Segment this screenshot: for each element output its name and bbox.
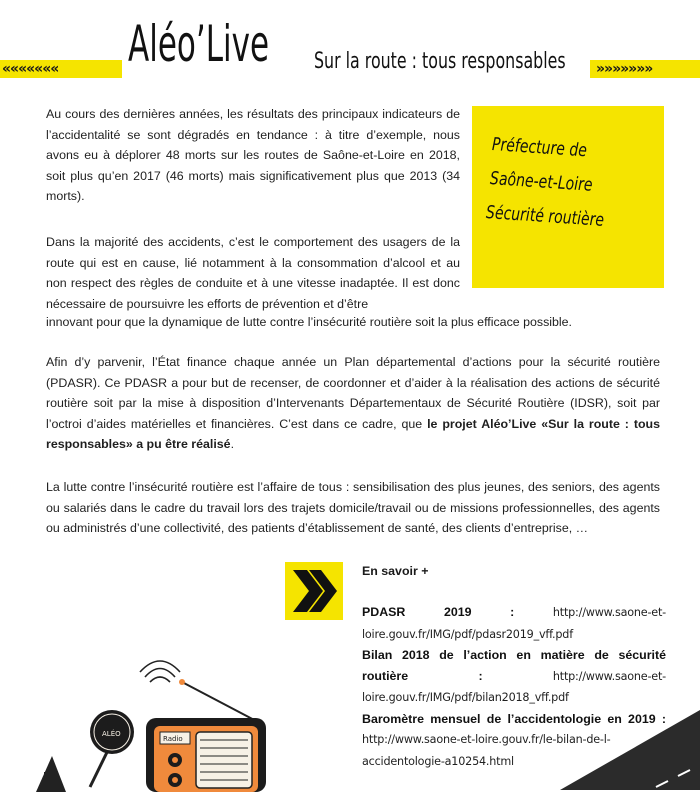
radio-illustration	[0, 632, 300, 792]
more-arrow-box	[285, 562, 343, 620]
paragraph-pdasr-text: Afin d’y parvenir, l’État finance chaque année un Plan départemental d’actions pour la sécurité routière (PDASR). Ce PDASR a pour but de recenser, de coordonner et d’aider à la réalisation des actions de sécurité routière soit par la mise à disposition d’Intervenants Départementaux de Sécurité Routière (IDSR), soit par l’octroi d’aides matérielles et financières. C’est dans ce cadre, que	[46, 355, 660, 431]
link-barometre-url[interactable]: http://www.saone-et-loire.gouv.fr/le-bilan-de-l-accidentologie-a10254.html	[362, 733, 611, 768]
brand-logo: Aléo’Live	[128, 15, 270, 73]
link-barometre-label: Baromètre mensuel de l’accidentologie en 2019 :	[362, 711, 666, 726]
paragraph-pdasr-end: .	[230, 437, 235, 451]
link-bilan-label: Bilan 2018 de l’action en matière de sécurité routière :	[362, 648, 666, 683]
link-pdasr-url[interactable]: http://www.saone-et-loire.gouv.fr/IMG/pdf/pdasr2019_vff.pdf	[362, 606, 666, 641]
chevron-band-left: «««««««	[0, 60, 122, 78]
link-pdasr[interactable]	[362, 602, 666, 645]
paragraph-everyone: La lutte contre l’insécurité routière est l’affaire de tous : sensibilisation des plus jeunes, des seniors, des agents ou salariés dans le cadre du travail lors des trajets domicile/travail ou de missions professionnelles, des agents ou administrés d’une collectivité, des patients d’établissement de santé, des clients d’entreprise, …	[46, 480, 660, 535]
header	[0, 0, 700, 100]
paragraph-behaviour-continued: innovant pour que la dynamique de lutte contre l’insécurité routière soit la plus efficace possible.	[46, 315, 572, 329]
prefecture-line-2: Saône-et-Loire	[489, 168, 593, 196]
more-title: En savoir +	[362, 564, 429, 578]
tagline: Sur la route : tous responsables	[314, 49, 566, 74]
prefecture-line-1: Préfecture de	[491, 134, 588, 162]
paragraph-behaviour: Dans la majorité des accidents, c’est le comportement des usagers de la route qui est en cause, lié notamment à la consommation d’alcool et au non respect des règles de conduite et à une vitesse inadaptée. Il est donc nécessaire de poursuivre les efforts de prévention et d’être	[46, 235, 460, 311]
prefecture-line-3: Sécurité routière	[485, 202, 605, 231]
radio-label: Radio	[163, 735, 183, 743]
prefecture-box	[472, 106, 664, 288]
paragraph-intro: Au cours des dernières années, les résultats des principaux indicateurs de l’accidentalité se sont dégradés en tendance : à titre d’exemple, nous avons eu à déplorer 48 morts sur les routes de Saône-et-Loire en 2018, soit plus qu’en 2017 (46 morts) mais significativement plus que 2013 (34 morts).	[46, 107, 460, 203]
link-bilan-url[interactable]: http://www.saone-et-loire.gouv.fr/IMG/pdf/bilan2018_vff.pdf	[362, 669, 666, 704]
link-pdasr-label: PDASR 2019 :	[362, 605, 515, 619]
link-bilan[interactable]	[362, 645, 666, 709]
chevron-band-right: »»»»»»»	[590, 60, 700, 78]
paragraph-pdasr-bold: le projet Aléo’Live «Sur la route : tous responsables» a pu être réalisé	[46, 416, 660, 451]
mic-label: ALÉO	[102, 730, 121, 738]
double-chevron-icon	[285, 562, 343, 620]
road-corner-illustration	[540, 700, 700, 790]
paragraph-pdasr	[46, 352, 660, 455]
